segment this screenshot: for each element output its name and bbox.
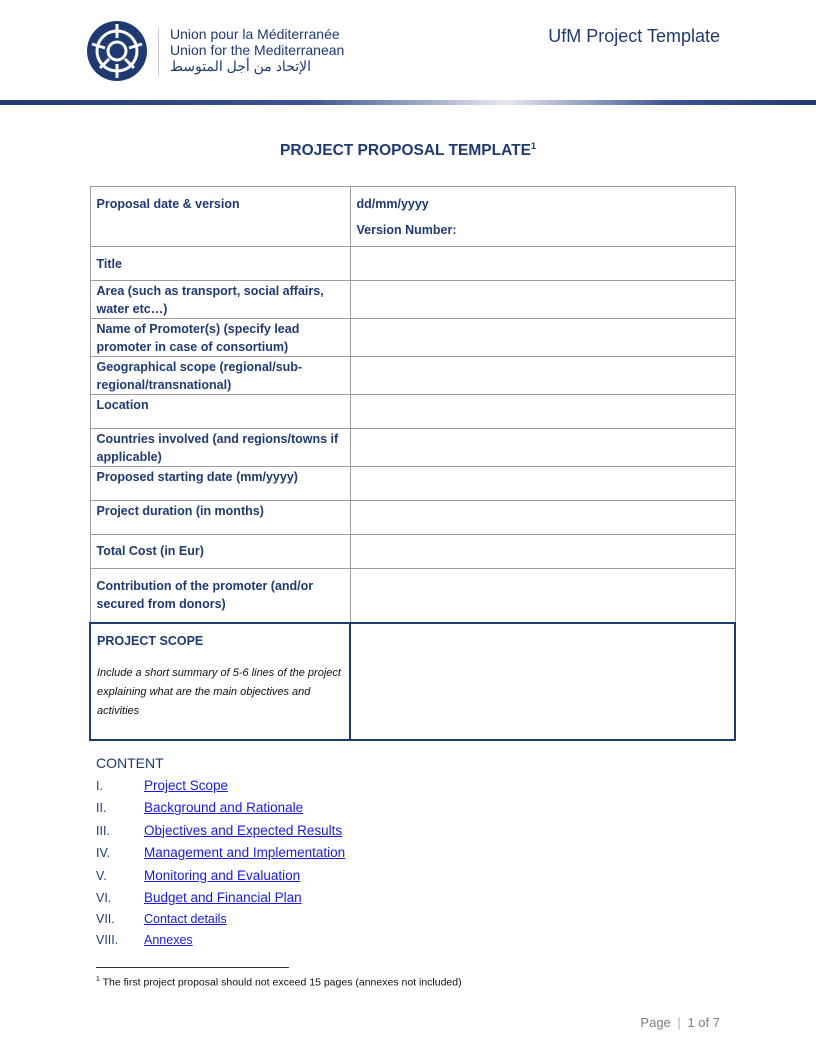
table-row [90,501,735,535]
version-number-label: Version Number: [356,223,457,237]
proposal-form-table [89,186,736,741]
project-scope-description: Include a short summary of 5-6 lines of the project explaining what are the main objectives and activities [97,666,341,717]
toc-number: VII. [96,912,115,927]
row-label: Proposed starting date (mm/yyyy) [90,467,350,501]
page-total: 7 [712,1015,720,1030]
row-value[interactable] [350,357,735,395]
row-label: Area (such as transport, social affairs, water etc…) [90,281,350,319]
toc-link-monitoring[interactable]: Monitoring and Evaluation [144,867,301,883]
footnote-divider [96,967,289,968]
page-indicator [640,1015,720,1030]
toc-item [96,933,345,954]
logo-wordmark [170,26,344,74]
table-row [90,247,735,281]
table-row [90,395,735,429]
toc-item [96,912,345,933]
row-value[interactable] [350,467,735,501]
toc-number: III. [96,823,110,838]
toc-link-budget[interactable]: Budget and Financial Plan [144,889,302,905]
toc-item [96,778,345,800]
toc-link-contact[interactable]: Contact details [144,912,227,927]
row-label: Proposal date & version [90,187,350,247]
row-label: Contribution of the promoter (and/or secured from donors) [90,569,350,623]
row-value[interactable] [350,535,735,569]
table-row [90,281,735,319]
row-label: Total Cost (in Eur) [90,535,350,569]
toc-item [96,890,345,912]
header-bar [0,100,816,105]
row-value[interactable] [350,501,735,535]
row-value[interactable] [350,429,735,467]
page-title [0,141,816,160]
row-label: Name of Promoter(s) (specify lead promoter in case of consortium) [90,319,350,357]
table-row [90,319,735,357]
table-row [90,569,735,623]
toc-number: VIII. [96,933,119,948]
toc-item [96,845,345,867]
row-value[interactable] [350,247,735,281]
page-separator: | [677,1015,681,1030]
toc-link-management[interactable]: Management and Implementation [144,845,346,861]
page-label: Page [640,1015,671,1030]
logo-divider [158,28,159,76]
toc-number: IV. [96,846,111,861]
toc-number: II. [96,801,107,816]
toc-link-background[interactable]: Background and Rationale [144,800,304,816]
project-scope-label [90,623,350,740]
row-label: Location [90,395,350,429]
row-label: Project duration (in months) [90,501,350,535]
table-row [90,429,735,467]
row-label: Countries involved (and regions/towns if applicable) [90,429,350,467]
toc-number: V. [96,868,107,883]
table-row [90,187,735,247]
date-placeholder: dd/mm/yyyy [356,197,429,211]
row-value[interactable] [350,319,735,357]
toc-number: VI. [96,890,112,905]
table-row [90,535,735,569]
page-current: 1 [687,1015,695,1030]
row-value[interactable] [350,187,735,247]
contents-heading: CONTENT [96,755,164,771]
table-row [90,357,735,395]
footnote-mark: 1 [96,976,100,983]
table-row [90,467,735,501]
toc-item [96,800,345,822]
logo-line-en: Union for the Mediterranean [170,42,345,58]
project-scope-row [90,623,735,740]
row-label: Geographical scope (regional/sub-regional/transnational) [90,357,350,395]
document-label: UfM Project Template [548,26,720,46]
row-label: Title [90,247,350,281]
ufm-logo-icon [86,20,148,82]
footnote-text: The first project proposal should not exceed 15 pages (annexes not included) [99,976,462,989]
logo-line-fr: Union pour la Méditerranée [170,26,340,42]
footnote-ref: 1 [530,141,536,151]
toc-link-objectives[interactable]: Objectives and Expected Results [144,822,343,838]
toc-link-annexes[interactable]: Annexes [144,933,193,948]
toc-item [96,823,345,845]
page-of-label: of [698,1015,710,1030]
table-of-contents [96,778,345,954]
row-value[interactable] [350,395,735,429]
toc-number: I. [96,779,103,793]
toc-link-project-scope[interactable]: Project Scope [144,778,229,793]
footnote [96,976,462,989]
row-value[interactable] [350,569,735,623]
row-value[interactable] [350,281,735,319]
toc-item [96,868,345,890]
page-title-text: PROJECT PROPOSAL TEMPLATE [280,142,531,160]
project-scope-value[interactable] [350,623,735,740]
project-scope-title: PROJECT SCOPE [97,633,204,648]
logo-line-ar: الإتحاد من أجل المتوسط [170,58,312,74]
